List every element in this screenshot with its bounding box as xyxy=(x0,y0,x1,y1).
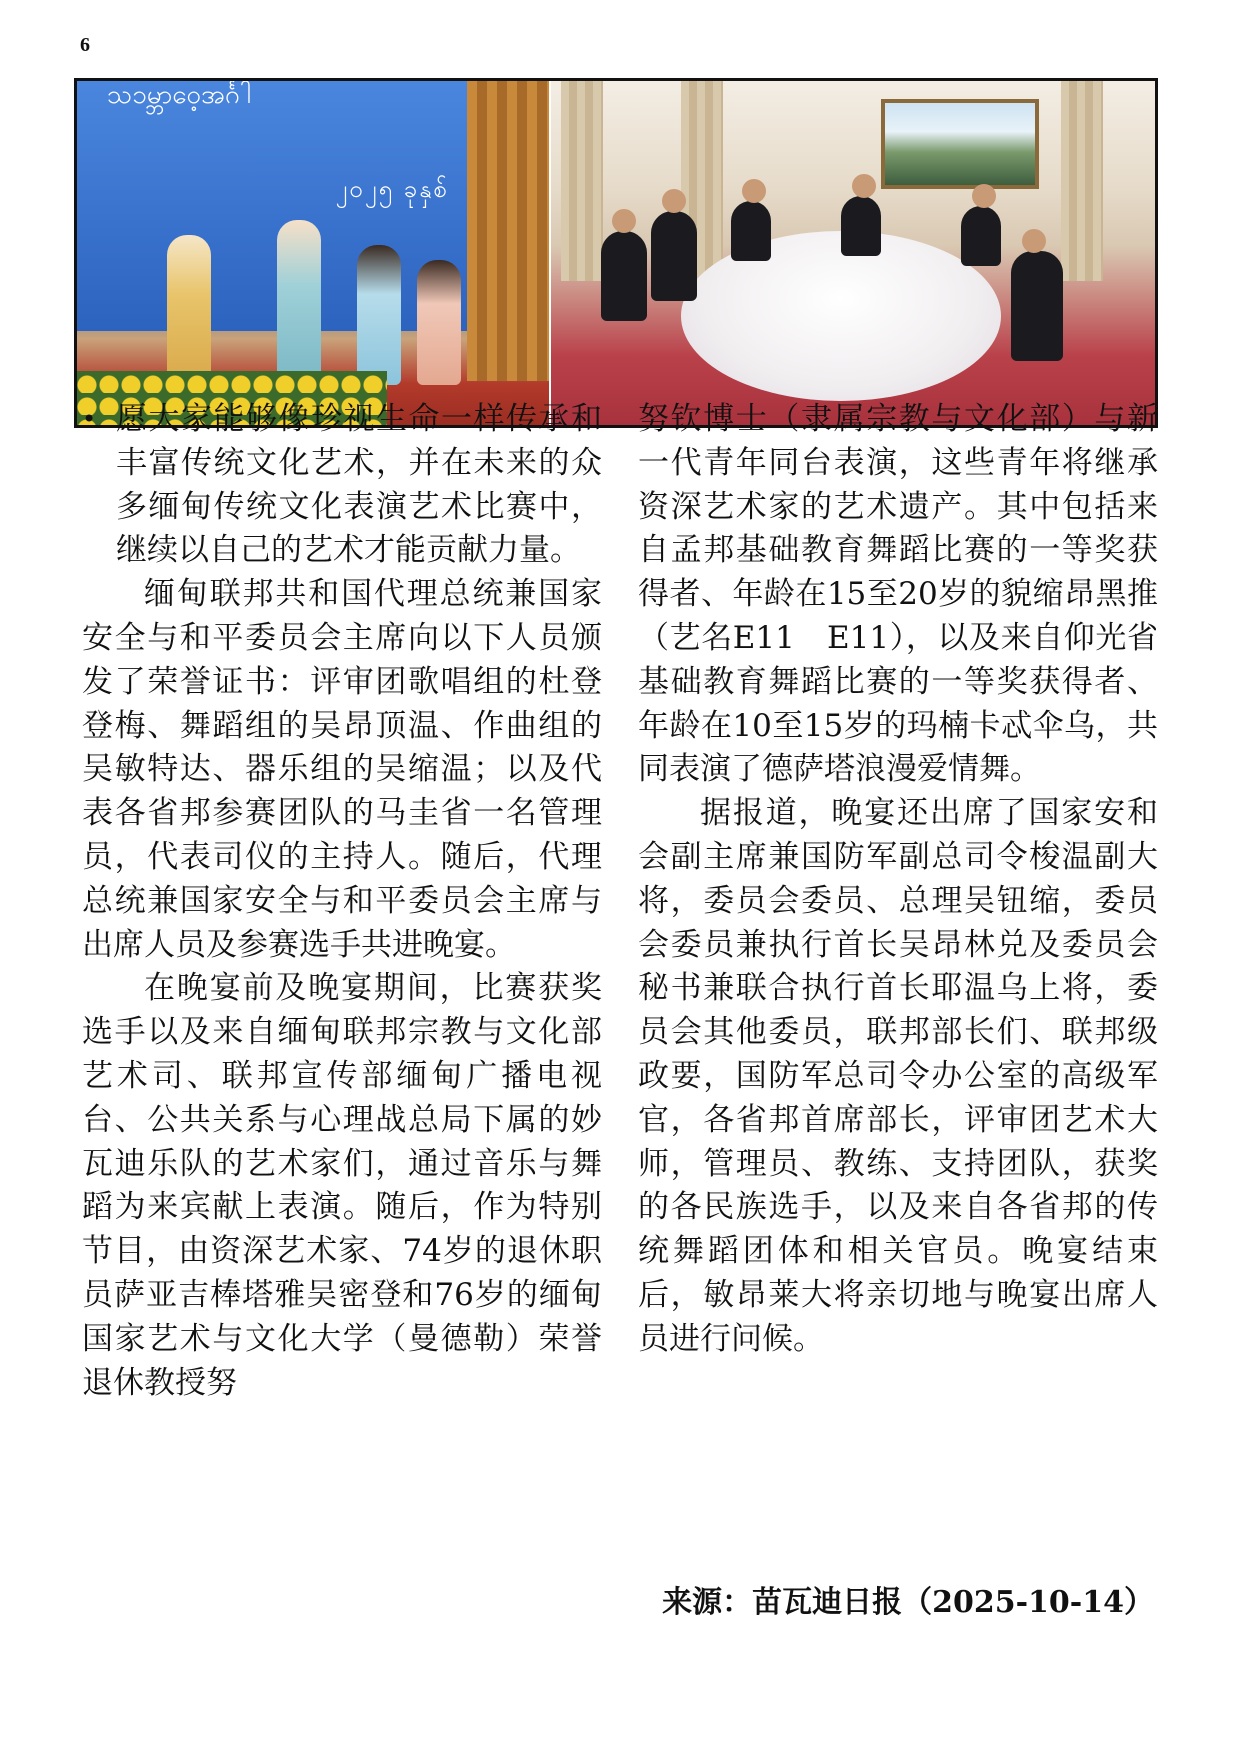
bullet-icon: • xyxy=(82,405,97,433)
paragraph-certificates: 缅甸联邦共和国代理总统兼国家安全与和平委员会主席向以下人员颁发了荣誉证书：评审团歌唱组的杜登登梅、舞蹈组的吴昂顶温、作曲组的吴敏特达、器乐组的吴缩温；以及代表各省邦参赛团队的马圭省一名管理员，代表司仪的主持人。随后，代理总统兼国家安全与和平委员会主席与出席人员及参赛选手共进晚宴。 xyxy=(82,576,602,963)
dancer-figure xyxy=(167,235,211,385)
stage-banner-text: သ၁မ္ဘာဝေ့အင်္ဂါ xyxy=(107,81,252,110)
photo-strip xyxy=(74,78,1158,428)
banquet-table xyxy=(681,231,1001,401)
guest-figure xyxy=(961,206,1001,266)
left-column xyxy=(82,398,602,1405)
dancer-figure xyxy=(357,245,401,385)
article-columns xyxy=(82,398,1158,1405)
dancer-figure xyxy=(277,220,321,385)
paragraph-performances-continued: 努钦博士（隶属宗教与文化部）与新一代青年同台表演，这些青年将继承资深艺术家的艺术遗产。其中包括来自孟邦基础教育舞蹈比赛的一等奖获得者、年龄在15至20岁的貌缩昂黑推（艺名E11 E11），以及来自仰光省基础教育舞蹈比赛的一等奖获得者、年龄在10至15岁的玛楠卡忒伞乌，共同表演了德萨塔浪漫爱情舞。 xyxy=(638,401,1158,788)
guest-figure xyxy=(601,231,647,321)
stage-performance-photo xyxy=(77,81,549,425)
hall-curtain xyxy=(561,81,603,281)
dancer-figure xyxy=(417,260,461,385)
landscape-painting xyxy=(881,99,1039,189)
bullet-paragraph xyxy=(82,398,602,573)
guest-figure xyxy=(841,196,881,256)
paragraph-attendees: 据报道，晚宴还出席了国家安和会副主席兼国防军副总司令梭温副大将，委员会委员、总理吴钮缩，委员会委员兼执行首长吴昂林兑及委员会秘书兼联合执行首长耶温乌上将，委员会其他委员，联邦部长们、联邦级政要，国防军总司令办公室的高级军官，各省邦首席部长，评审团艺术大师，管理员、教练、支持团队，获奖的各民族选手，以及来自各省邦的传统舞蹈团体和相关官员。晚宴结束后，敏昂莱大将亲切地与晚宴出席人员进行问候。 xyxy=(638,795,1158,1357)
bullet-paragraph-text: 愿大家能够像珍视生命一样传承和丰富传统文化艺术，并在未来的众多缅甸传统文化表演艺术比赛中，继续以自己的艺术才能贡献力量。 xyxy=(116,401,602,569)
guest-figure xyxy=(1011,251,1063,361)
stage-caption-text: ၂၀၂၅ ခုနှစ် xyxy=(335,175,449,203)
guest-figure xyxy=(651,211,697,301)
guest-figure xyxy=(731,201,771,261)
hall-curtain xyxy=(1061,81,1103,281)
stage-curtain xyxy=(467,81,549,381)
page-number: 6 xyxy=(80,34,90,56)
right-column xyxy=(638,398,1158,1405)
paragraph-performances: 在晚宴前及晚宴期间，比赛获奖选手以及来自缅甸联邦宗教与文化部艺术司、联邦宣传部缅甸广播电视台、公共关系与心理战总局下属的妙瓦迪乐队的艺术家们，通过音乐与舞蹈为来宾献上表演。随后，作为特别节目，由资深艺术家、74岁的退休职员萨亚吉棒塔雅吴密登和76岁的缅甸国家艺术与文化大学（曼德勒）荣誉退休教授努 xyxy=(82,970,602,1401)
source-credit: 来源：苗瓦迪日报（2025-10-14） xyxy=(662,1585,1154,1620)
banquet-photo xyxy=(549,81,1155,425)
